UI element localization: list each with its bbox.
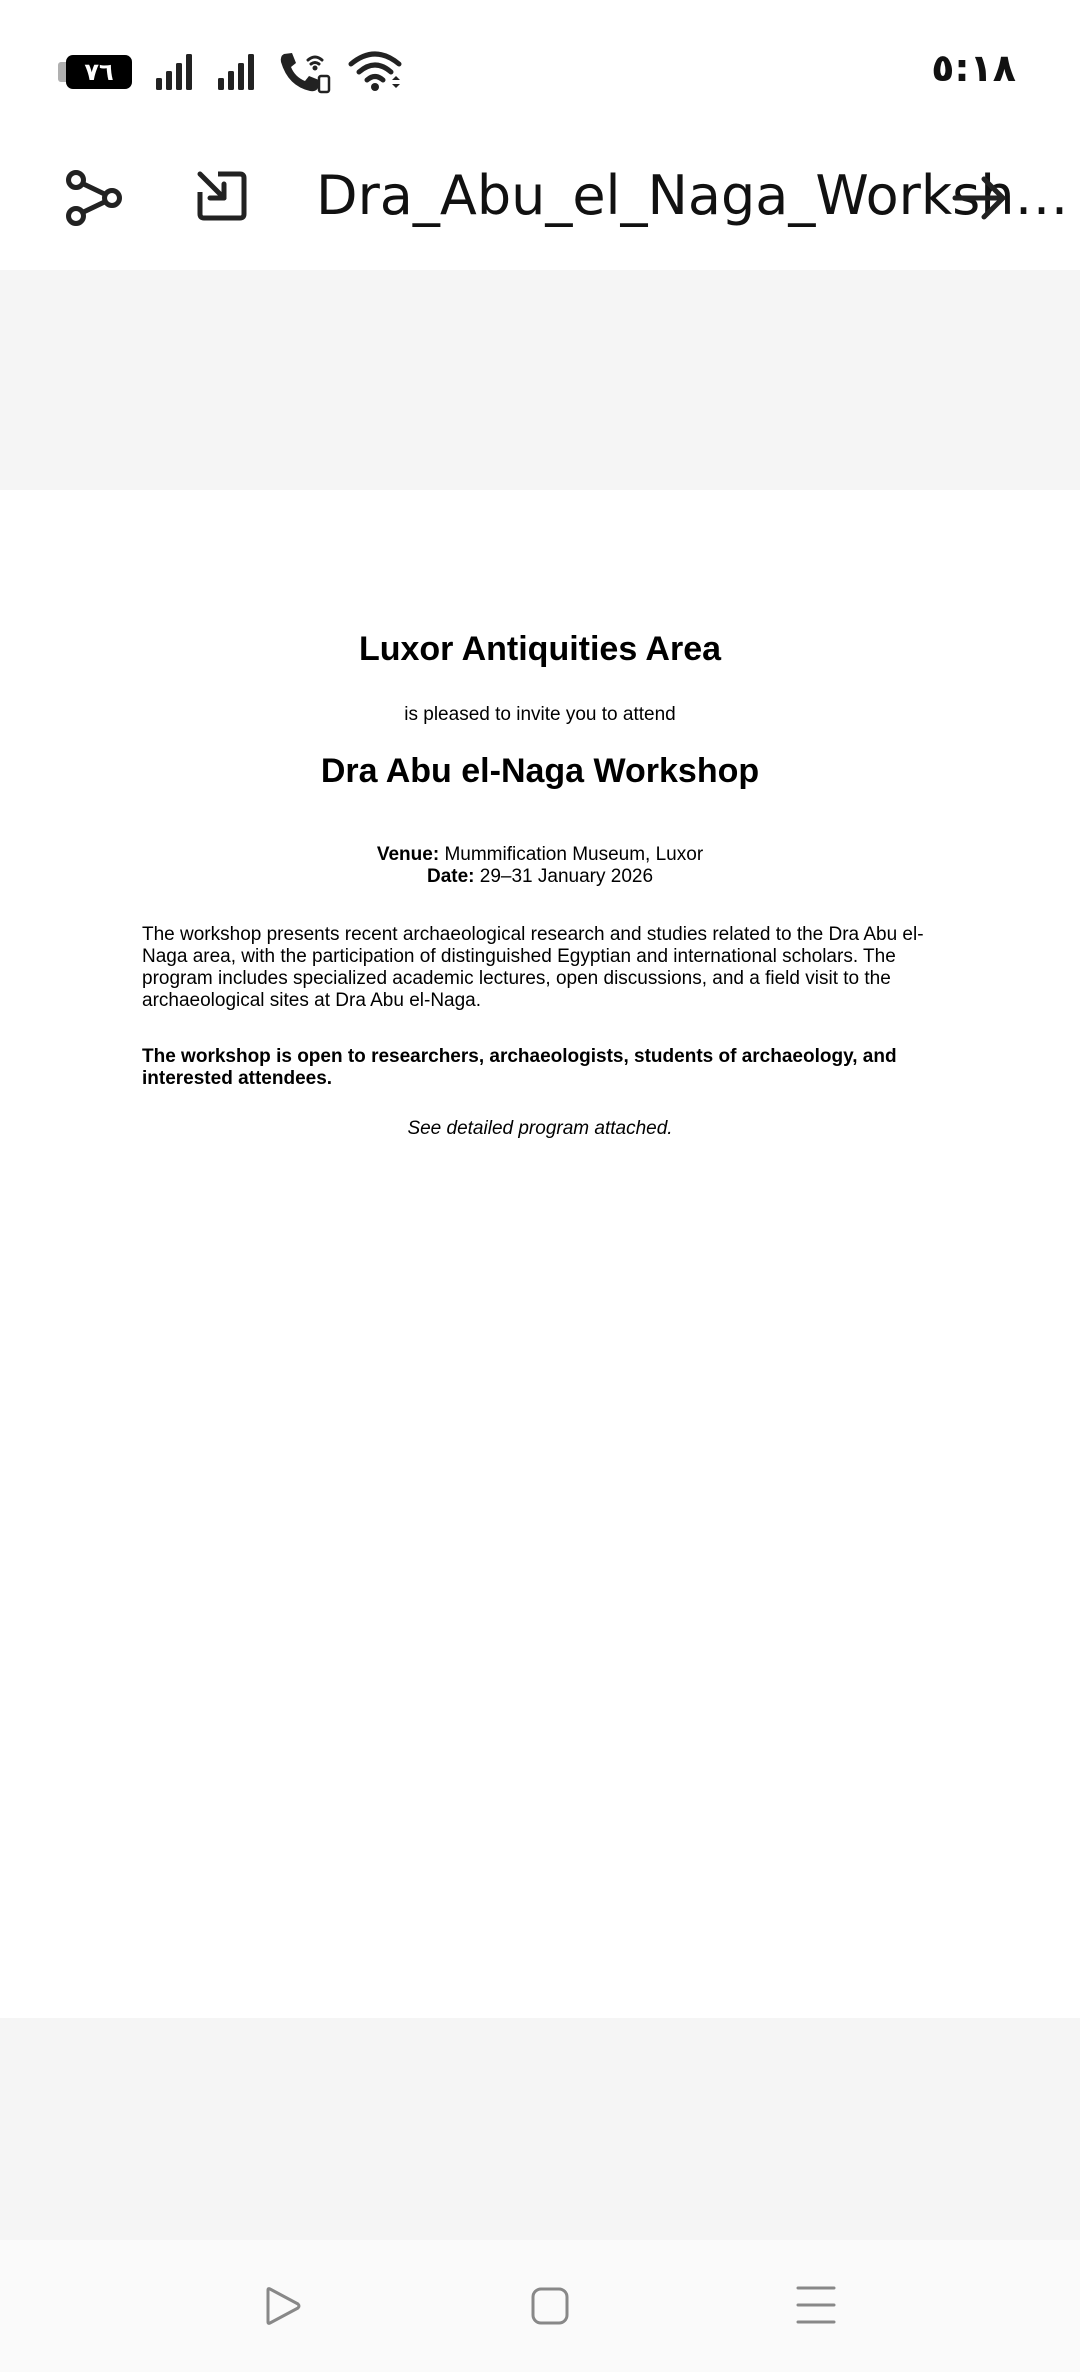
- open-external-icon[interactable]: [196, 170, 248, 222]
- event-details: [0, 844, 1080, 888]
- wifi-icon: [348, 50, 402, 94]
- navigation-bar: [0, 2240, 1080, 2372]
- date-value: 29–31 January 2026: [474, 866, 654, 887]
- workshop-title: Dra Abu el-Naga Workshop: [320, 752, 760, 790]
- status-time: ٥:١٨: [931, 46, 1016, 90]
- page-gap-top: [0, 270, 1080, 490]
- audience-paragraph: The workshop is open to researchers, archaeologists, students of archaeology, and interested attendees.: [142, 1046, 897, 1089]
- venue-label: Venue:: [376, 844, 440, 865]
- program-note: See detailed program attached.: [407, 1118, 673, 1139]
- document-page[interactable]: [0, 490, 1080, 2018]
- date-label: Date:: [426, 866, 475, 887]
- invite-text: is pleased to invite you to attend: [404, 704, 676, 725]
- home-square-icon[interactable]: [530, 2286, 570, 2326]
- battery-icon: [66, 55, 132, 89]
- back-triangle-icon[interactable]: [262, 2286, 302, 2326]
- status-icons: [66, 52, 402, 92]
- signal-icon: [154, 52, 194, 92]
- wifi-calling-icon: [278, 50, 330, 94]
- status-bar: [0, 0, 1080, 140]
- description-paragraph: The workshop presents recent archaeological research and studies related to the Dra Abu el-Naga area, with the participation of distinguished Egyptian and international scholars. The program includes specialized academic lectures, open discussions, and a field visit to the archaeological sites at Dra Abu el-Naga.: [142, 924, 924, 1011]
- signal-icon: [216, 52, 256, 92]
- date-line: [0, 866, 1080, 888]
- document-title: Dra_Abu_el_Naga_Worksh…: [316, 164, 1069, 227]
- page-gap-bottom: [0, 2018, 1080, 2240]
- recents-menu-icon[interactable]: [796, 2284, 836, 2326]
- document-heading: Luxor Antiquities Area: [358, 630, 722, 668]
- arrow-right-icon[interactable]: [952, 170, 1008, 226]
- venue-value: Mummification Museum, Luxor: [439, 844, 704, 865]
- top-bar: [0, 140, 1080, 270]
- battery-level: ٧٦: [84, 58, 114, 86]
- share-icon[interactable]: [66, 170, 122, 226]
- venue-line: [0, 844, 1080, 866]
